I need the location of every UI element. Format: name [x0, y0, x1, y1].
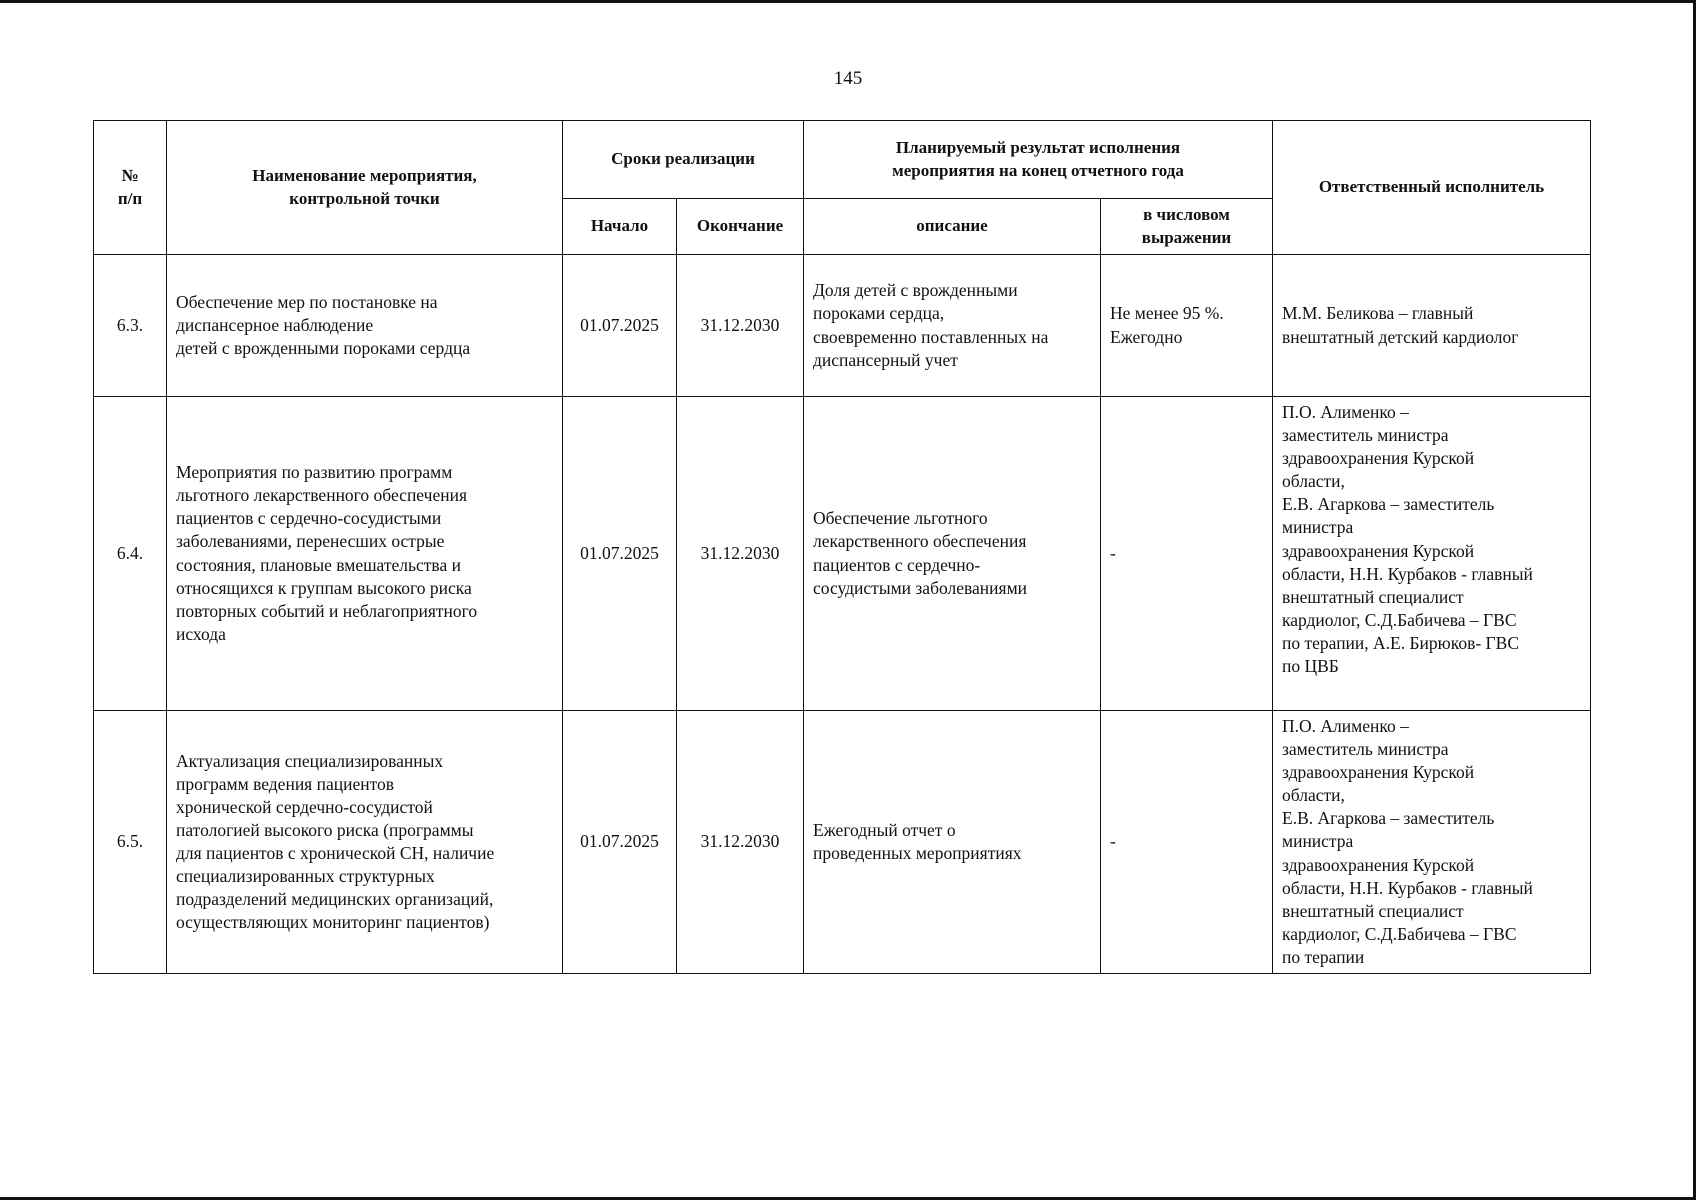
row-numeric: - [1101, 397, 1273, 711]
header-end: Окончание [677, 199, 804, 255]
page-number: 145 [833, 68, 863, 89]
header-name: Наименование мероприятия, контрольной точки [167, 121, 563, 255]
row-name: Мероприятия по развитию программ льготного лекарственного обеспечения пациентов с сердечно-сосудистыми заболеваниями, перенесших острые состояния, плановые вмешательства и относящихся к группам высокого риска повторных событий и неблагоприятного исхода [167, 397, 563, 711]
row-description: Обеспечение льготного лекарственного обеспечения пациентов с сердечно- сосудистыми заболеваниями [804, 397, 1101, 711]
plan-table [93, 120, 1591, 974]
header-num: № п/п [94, 121, 167, 255]
header-result: Планируемый результат исполнения мероприятия на конец отчетного года [804, 121, 1273, 199]
table-row [94, 397, 1591, 711]
row-start: 01.07.2025 [563, 711, 677, 974]
header-start: Начало [563, 199, 677, 255]
row-num: 6.5. [94, 711, 167, 974]
row-description: Ежегодный отчет о проведенных мероприятиях [804, 711, 1101, 974]
row-description: Доля детей с врожденными пороками сердца, своевременно поставленных на диспансерный учет [804, 255, 1101, 397]
row-start: 01.07.2025 [563, 255, 677, 397]
row-numeric: Не менее 95 %. Ежегодно [1101, 255, 1273, 397]
row-responsible: П.О. Алименко – заместитель министра здравоохранения Курской области, Е.В. Агаркова – заместитель министра здравоохранения Курской области, Н.Н. Курбаков - главный внештатный специалист кардиолог, С.Д.Бабичева – ГВС по терапии, А.Е. Бирюков- ГВС по ЦВБ [1273, 397, 1591, 711]
header-description: описание [804, 199, 1101, 255]
row-end: 31.12.2030 [677, 711, 804, 974]
row-responsible: П.О. Алименко – заместитель министра здравоохранения Курской области, Е.В. Агаркова – заместитель министра здравоохранения Курской области, Н.Н. Курбаков - главный внештатный специалист кардиолог, С.Д.Бабичева – ГВС по терапии [1273, 711, 1591, 974]
table-row [94, 255, 1591, 397]
table-row [94, 711, 1591, 974]
row-numeric: - [1101, 711, 1273, 974]
row-num: 6.4. [94, 397, 167, 711]
row-start: 01.07.2025 [563, 397, 677, 711]
header-responsible: Ответственный исполнитель [1273, 121, 1591, 255]
row-end: 31.12.2030 [677, 397, 804, 711]
row-name: Актуализация специализированных программ ведения пациентов хронической сердечно-сосудистой патологией высокого риска (программы для пациентов с хронической СН, наличие специализированных структурных подразделений медицинских организаций, осуществляющих мониторинг пациентов) [167, 711, 563, 974]
row-num: 6.3. [94, 255, 167, 397]
row-responsible: М.М. Беликова – главный внештатный детский кардиолог [1273, 255, 1591, 397]
header-terms: Сроки реализации [563, 121, 804, 199]
header-row-top [94, 121, 1591, 199]
row-end: 31.12.2030 [677, 255, 804, 397]
row-name: Обеспечение мер по постановке на диспансерное наблюдение детей с врожденными пороками сердца [167, 255, 563, 397]
header-numeric: в числовом выражении [1101, 199, 1273, 255]
